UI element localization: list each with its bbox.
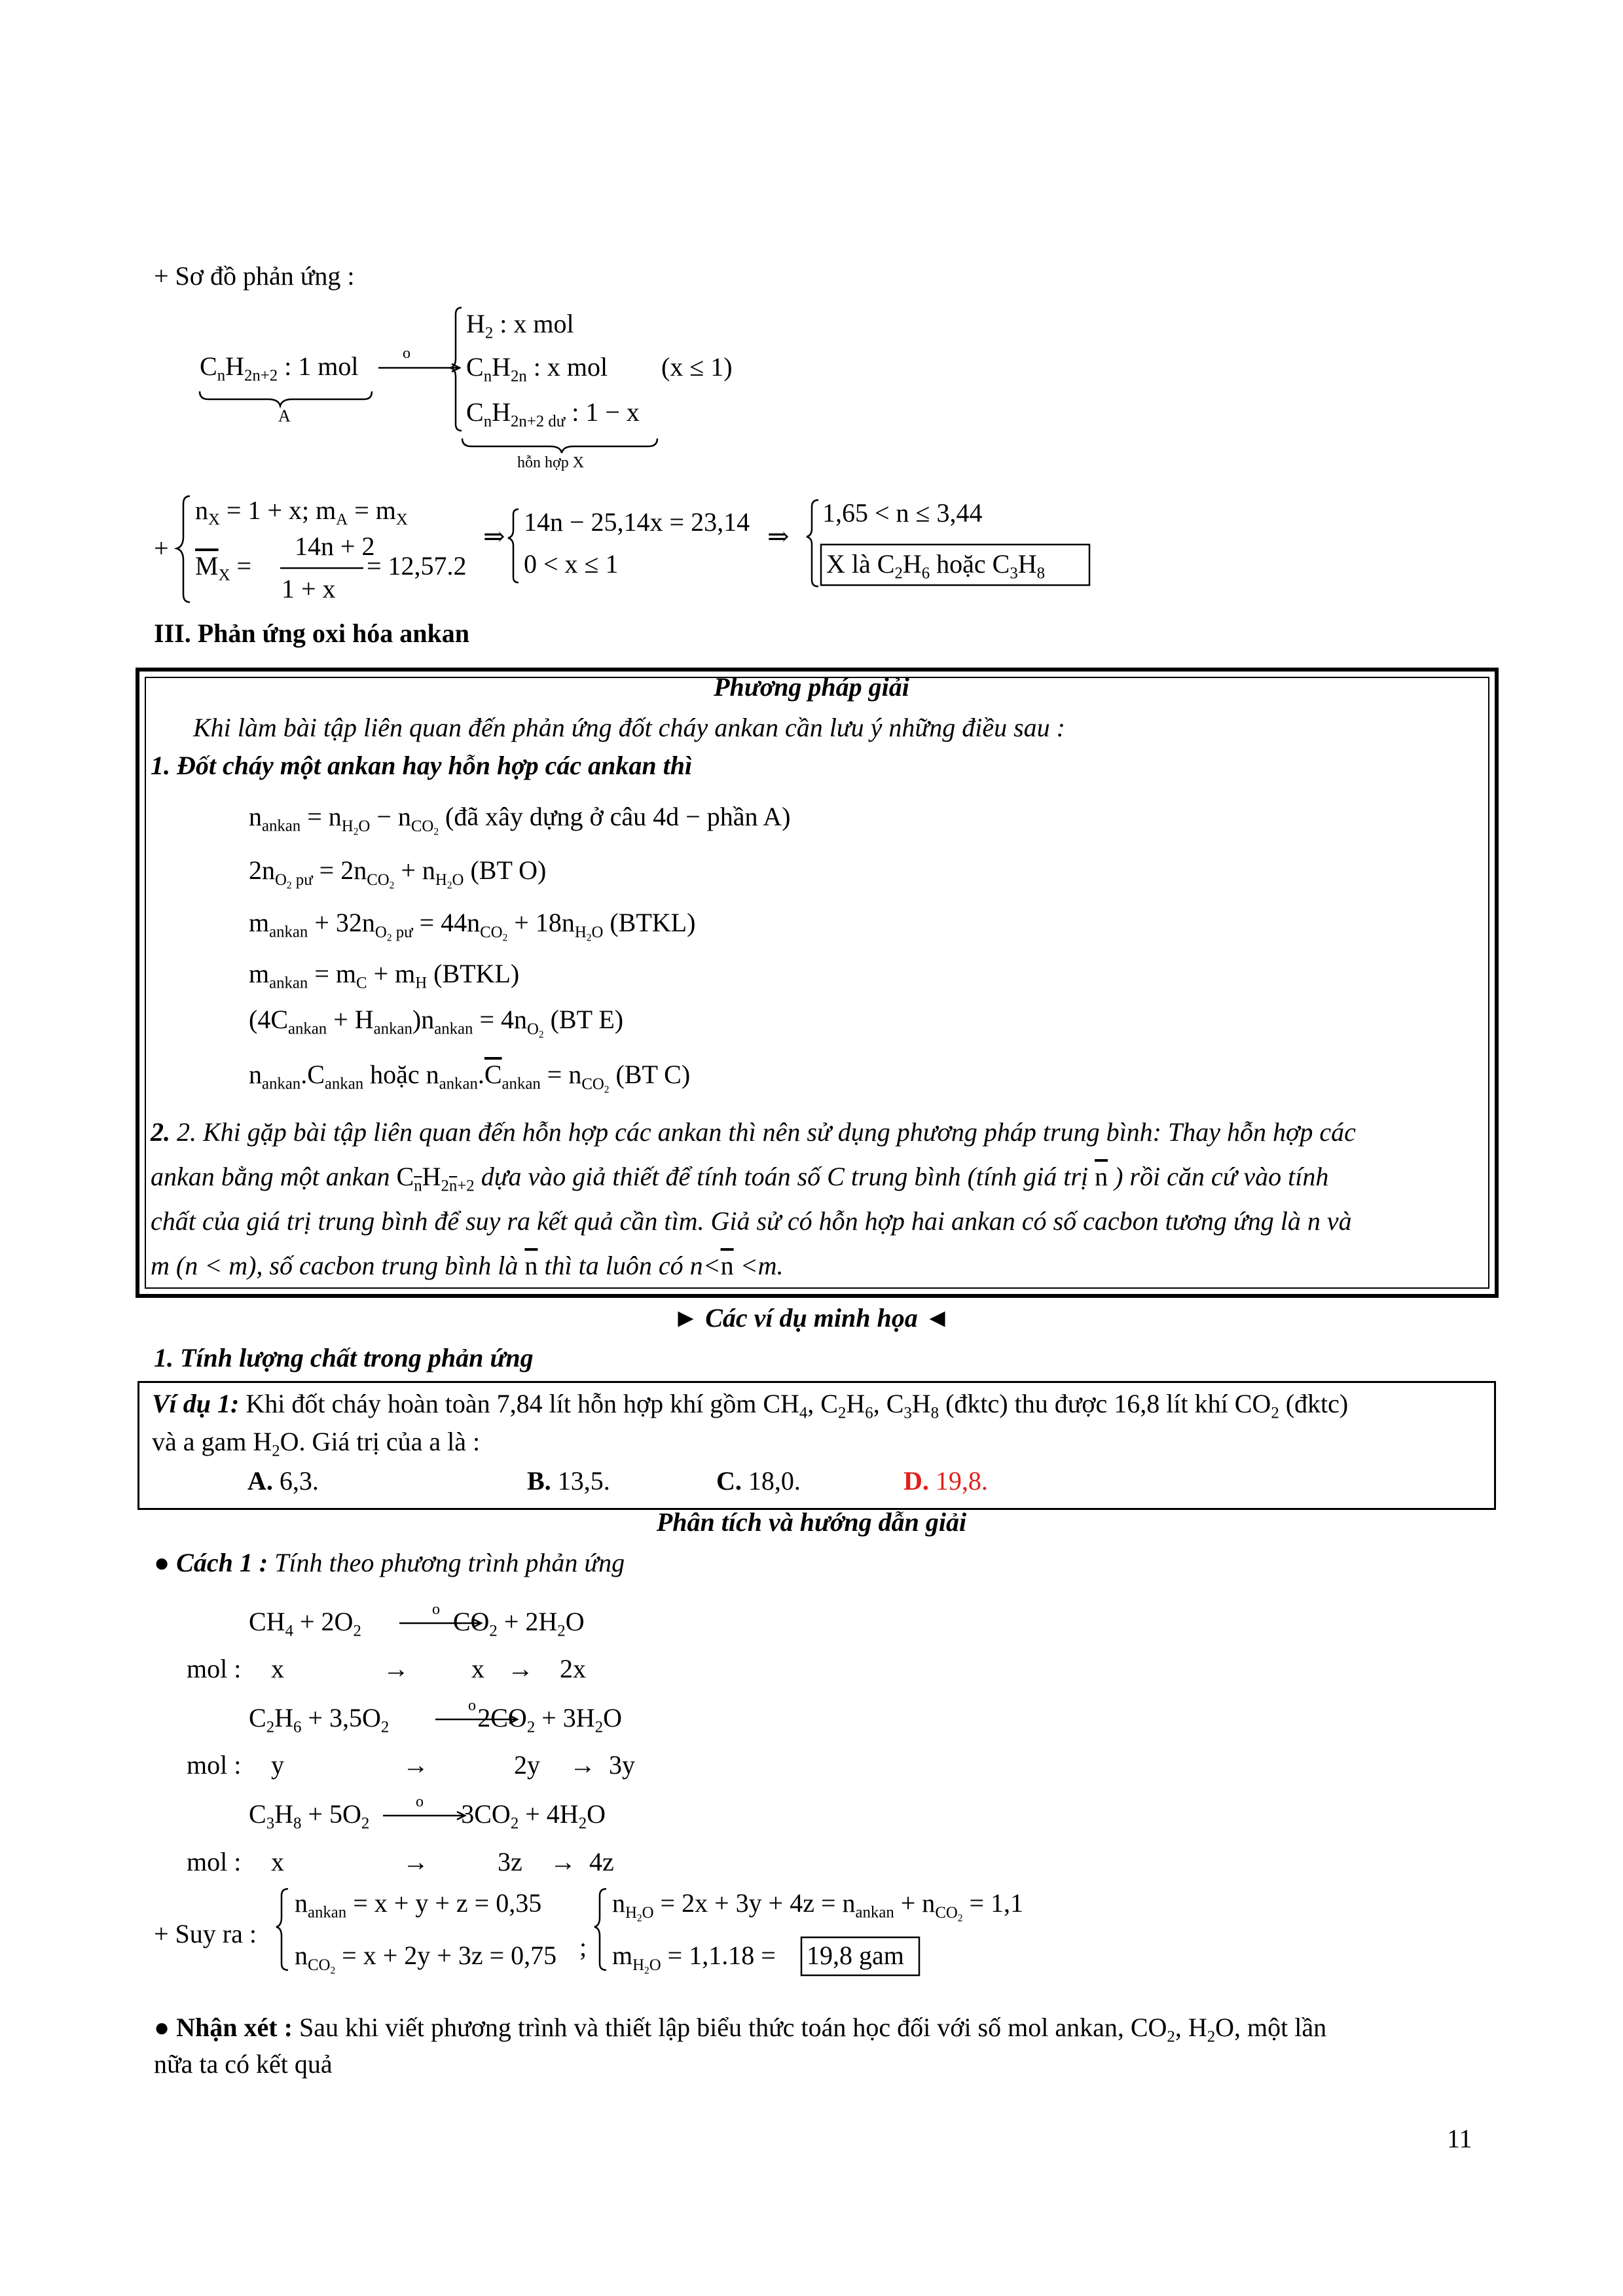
method-intro: Khi làm bài tập liên quan đến phản ứng đốt cháy ankan cần lưu ý những điều sau : xyxy=(193,713,1065,742)
sys1-mid-2: 0 < x ≤ 1 xyxy=(524,549,619,579)
temperature-mark: o xyxy=(403,345,410,362)
option-c[interactable]: C. 18,0. xyxy=(716,1466,801,1496)
r1-mol-x: x xyxy=(271,1654,284,1683)
deduce-a1: $n_{ankan} = x + y + z = 0,35$ xyxy=(295,1888,542,1922)
r3-mol-x: x xyxy=(271,1847,284,1876)
r1-mol-co2: x xyxy=(471,1654,484,1683)
examples-header: ► Các ví dụ minh họa ◄ xyxy=(672,1303,951,1333)
option-a[interactable]: A. 6,3. xyxy=(247,1466,319,1496)
eq-4: $m_{ankan} = m_C + m_H$ (BTKL) xyxy=(249,959,520,992)
r1-mol-arrow2: → xyxy=(507,1654,534,1683)
eq-5: $(4C_{ankan} + H_{ankan})n_{ankan} = 4n_{O_2}$ (BT E) xyxy=(249,1005,624,1041)
product-alkene: $C_nH_{2n}$ : x mol xyxy=(466,352,608,386)
remark-line1: ● Nhận xét : Sau khi viết phương trình và thiết lập biểu thức toán học đối với số mol ankan, $CO_2$, $H_2O$, một lần xyxy=(154,2013,1327,2046)
eq-6: $n_{ankan}.C_{ankan}$ hoặc $n_{ankan}.\overline{C}_{ankan} = n_{CO_2}$ (BT C) xyxy=(249,1060,691,1096)
r3-mol-co2: 3z xyxy=(498,1847,522,1876)
remark-line2: nữa ta có kết quả xyxy=(154,2049,333,2079)
r2-mol-h2o: 3y xyxy=(609,1750,635,1780)
subsection-1: 1. Tính lượng chất trong phản ứng xyxy=(154,1343,534,1372)
r2-mol-arrow: → xyxy=(403,1750,429,1780)
scheme-intro: + Sơ đồ phản ứng : xyxy=(154,261,355,291)
scheme-reactant-label: A xyxy=(278,406,291,425)
sys1-value: = 12,57.2 xyxy=(367,551,467,581)
r1-mol-h2o: 2x xyxy=(560,1654,586,1683)
sys1-plus: + xyxy=(154,533,169,563)
sys1-frac-den: 1 + x xyxy=(282,574,336,603)
r2-mol-co2: 2y xyxy=(514,1750,540,1780)
deduce-b1: $n_{H_2O} = 2x + 3y + 4z = n_{ankan} + n_{CO_2} = 1,1$ xyxy=(612,1888,1024,1924)
scheme-reactant: $C_nH_{2n+2}$ : 1 mol xyxy=(200,351,359,385)
deduce-b2: $m_{H_2O} = 1,1.18$ = xyxy=(612,1941,776,1977)
reaction-2: $C_2H_6 + 3,5O_2$ $2CO_2 + 3H_2O$ xyxy=(249,1703,622,1736)
deduce-label: + Suy ra : xyxy=(154,1919,257,1948)
product-alkane: $C_nH_{2n+2 dư}$ : 1 − x xyxy=(466,397,640,431)
analysis-title: Phân tích và hướng dẫn giải xyxy=(656,1507,967,1537)
r1-mol-arrow: → xyxy=(383,1654,409,1683)
method-point2-line3: chất của giá trị trung bình để suy ra kết quả cần tìm. Giả sử có hỗn hợp hai ankan có số cacbon tương ứng là n và xyxy=(151,1206,1352,1236)
mix-label: hỗn hợp X xyxy=(517,454,585,471)
question-line1: Ví dụ 1: Khi đốt cháy hoàn toàn 7,84 lít hỗn hợp khí gồm $CH_4$, $C_2H_6$, $C_3H_8$ (đktc) thu được 16,8 lít khí $CO_2$ (đktc) xyxy=(152,1389,1349,1422)
eq-3: $m_{ankan} + 32n_{O_2 pư} = 44n_{CO_2} + 18n_{H_2O}$ (BTKL) xyxy=(249,908,696,944)
product-h2: $H_2$ : x mol xyxy=(466,309,574,342)
scheme-condition: (x ≤ 1) xyxy=(661,352,733,382)
way-1: ● Cách 1 : Tính theo phương trình phản ứng xyxy=(154,1548,625,1577)
r2-mol-y: y xyxy=(271,1750,284,1780)
method-point2-line2: ankan bằng một ankan $C_{\overline{n}}H_{2\overline{n}+2}$ dựa vào giả thiết để tính toán số C trung bình (tính giá trị $\overline{n}$ ) rồi căn cứ vào tính xyxy=(151,1162,1329,1195)
reaction-1: $CH_4 + 2O_2$ $CO_2 + 2H_2O$ xyxy=(249,1607,585,1640)
page-number: 11 xyxy=(1447,2124,1472,2153)
temp-mark-r3: o xyxy=(416,1793,424,1810)
deduce-semicolon: ; xyxy=(579,1932,587,1962)
reaction-2-mol: mol : xyxy=(187,1750,242,1780)
sys1-result-2: X là $C_2H_6$ hoặc $C_3H_8$ xyxy=(826,549,1046,583)
deduce-a2: $n_{CO_2} = x + 2y + 3z = 0,75$ xyxy=(295,1941,557,1977)
implies-1: ⇒ xyxy=(483,522,505,551)
sys1-line1: $n_X = 1 + x$; $m_A = m_X$ xyxy=(195,495,408,529)
r2-mol-arrow2: → xyxy=(570,1750,596,1780)
method-point2-line4: m (n < m), số cacbon trung bình là $\overline{n}$ thì ta luôn có $n<\overline{n} <m$. xyxy=(151,1251,784,1280)
question-line2: và a gam $H_2O$. Giá trị của a là : xyxy=(152,1427,481,1460)
reaction-3: $C_3H_8 + 5O_2$ $3CO_2 + 4H_2O$ xyxy=(249,1799,606,1833)
sys1-result-1: 1,65 < n ≤ 3,44 xyxy=(822,498,983,528)
r3-mol-arrow2: → xyxy=(550,1847,576,1876)
temp-mark-r2: o xyxy=(468,1697,476,1714)
reaction-3-mol: mol : xyxy=(187,1847,242,1876)
r3-mol-arrow: → xyxy=(403,1847,429,1876)
temp-mark-r1: o xyxy=(432,1601,440,1618)
option-d[interactable]: D. 19,8. xyxy=(903,1466,988,1496)
reaction-1-mol: mol : xyxy=(187,1654,242,1683)
implies-2: ⇒ xyxy=(767,522,790,551)
eq-2: $2n_{O_2 pư} = 2n_{CO_2} + n_{H_2O}$ (BT O) xyxy=(249,855,547,891)
method-point1: 1. Đốt cháy một ankan hay hỗn hợp các ankan thì xyxy=(151,751,693,780)
method-title: Phương pháp giải xyxy=(714,672,909,702)
option-b[interactable]: B. 13,5. xyxy=(527,1466,610,1496)
sys1-mid-1: 14n − 25,14x = 23,14 xyxy=(524,507,750,537)
sys1-frac-num: 14n + 2 xyxy=(295,531,375,561)
method-point2-line1: 2. 2. Khi gặp bài tập liên quan đến hỗn hợp các ankan thì nên sử dụng phương pháp trung bình: Thay hỗn hợp các xyxy=(151,1117,1356,1147)
eq-1: $n_{ankan} = n_{H_2O} - n_{CO_2}$ (đã xây dựng ở câu 4d − phần A) xyxy=(249,802,791,838)
deduce-result: 19,8 gam xyxy=(807,1941,904,1970)
section3-heading: III. Phản ứng oxi hóa ankan xyxy=(154,619,469,648)
sys1-mx: $\overline{M}_X$ = xyxy=(195,551,252,584)
r3-mol-h2o: 4z xyxy=(589,1847,614,1876)
